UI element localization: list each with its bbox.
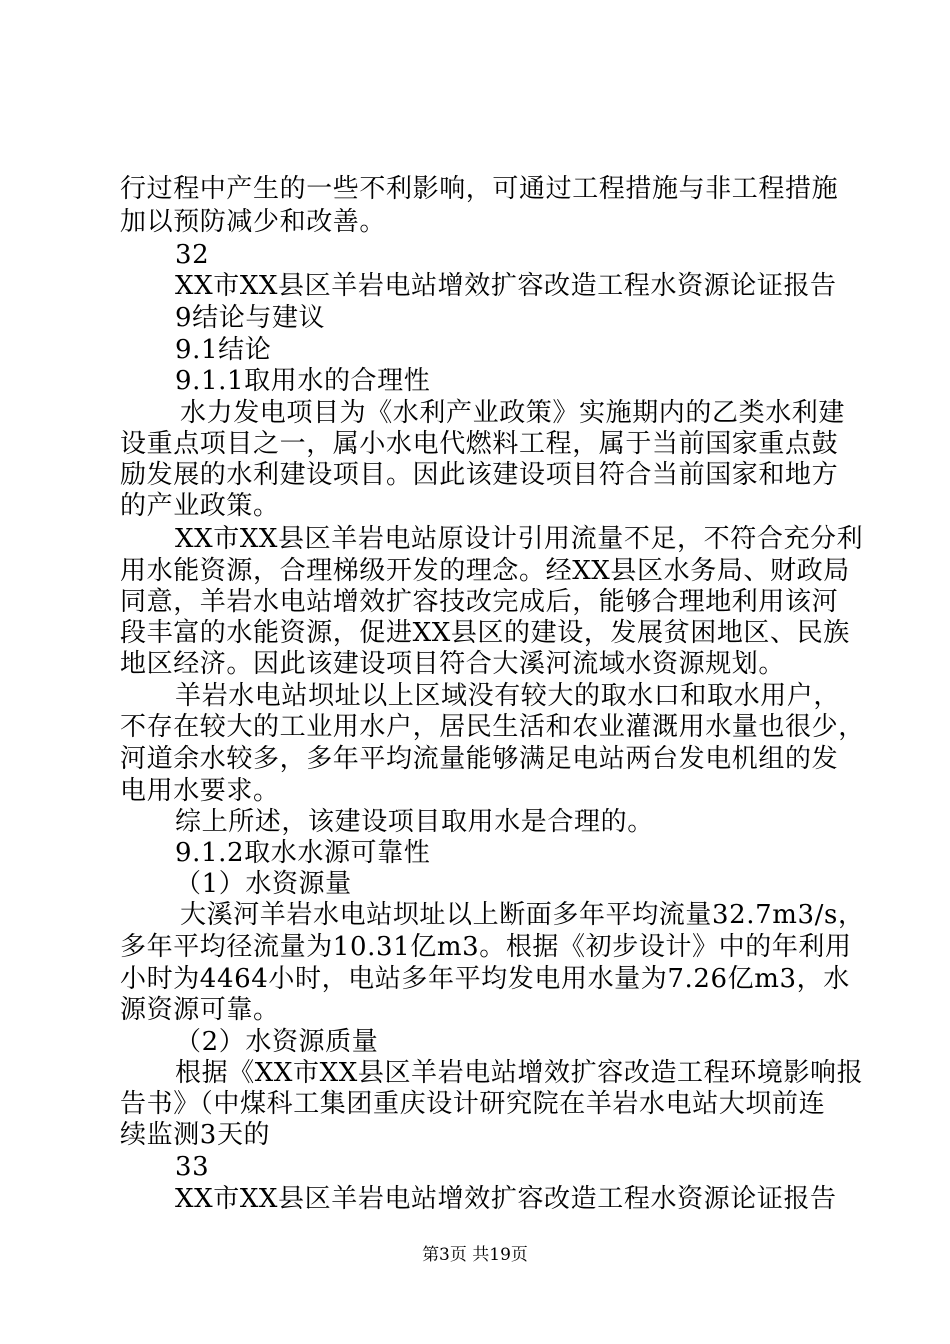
text-line: 多年平均径流量为10.31亿m3。根据《初步设计》中的年利用 (120, 932, 852, 962)
subsection-heading: 9.1.2取水水源可靠性 (175, 838, 431, 868)
report-running-title: XX市XX县区羊岩电站增效扩容改造工程水资源论证报告 (175, 271, 837, 301)
page-number-inline: 32 (175, 240, 210, 270)
text-line: 电用水要求。 (120, 776, 280, 806)
item-heading: （1）水资源量 (175, 869, 352, 899)
text-line: 小时为4464小时，电站多年平均发电用水量为7.26亿m3，水 (120, 964, 850, 994)
text-line: 河道余水较多，多年平均流量能够满足电站两台发电机组的发 (120, 744, 839, 774)
text-line: 不存在较大的工业用水户，居民生活和农业灌溉用水量也很少， (120, 712, 865, 742)
text-line: 励发展的水利建设项目。因此该建设项目符合当前国家和地方 (120, 460, 839, 490)
subsection-heading: 9.1.1取用水的合理性 (175, 366, 431, 396)
text-line: 源资源可靠。 (120, 995, 280, 1025)
text-line: 综上所述，该建设项目取用水是合理的。 (175, 807, 654, 837)
chapter-heading: 9结论与建议 (175, 303, 326, 333)
text-line: 大溪河羊岩水电站坝址以上断面多年平均流量32.7m3/s， (180, 900, 865, 930)
page-footer: 第3页 共19页 (422, 1245, 528, 1265)
text-line: 行过程中产生的一些不利影响，可通过工程措施与非工程措施 (120, 174, 839, 204)
text-line: 水力发电项目为《水利产业政策》实施期内的乙类水利建 (180, 398, 846, 428)
text-line: XX市XX县区羊岩电站原设计引用流量不足，不符合充分利 (175, 524, 864, 554)
text-line: 加以预防减少和改善。 (120, 207, 387, 237)
item-heading: （2）水资源质量 (175, 1027, 379, 1057)
text-line: 同意，羊岩水电站增效扩容技改完成后，能够合理地利用该河 (120, 587, 839, 617)
text-line: 告书》（中煤科工集团重庆设计研究院在羊岩水电站大坝前连 (120, 1089, 826, 1119)
text-line: 的产业政策。 (120, 491, 280, 521)
text-line: 设重点项目之一，属小水电代燃料工程，属于当前国家重点鼓 (120, 429, 839, 459)
text-line: 地区经济。因此该建设项目符合大溪河流域水资源规划。 (120, 649, 786, 679)
page-number-inline: 33 (175, 1152, 210, 1182)
text-line: 羊岩水电站坝址以上区域没有较大的取水口和取水用户， (175, 681, 841, 711)
text-line: 用水能资源，合理梯级开发的理念。经XX县区水务局、财政局 (120, 556, 850, 586)
report-running-title: XX市XX县区羊岩电站增效扩容改造工程水资源论证报告 (175, 1184, 837, 1214)
section-heading: 9.1结论 (175, 335, 272, 365)
text-line: 根据《XX市XX县区羊岩电站增效扩容改造工程环境影响报 (175, 1058, 864, 1088)
text-line: 续监测3天的 (120, 1120, 271, 1150)
text-line: 段丰富的水能资源，促进XX县区的建设，发展贫困地区、民族 (120, 618, 850, 648)
